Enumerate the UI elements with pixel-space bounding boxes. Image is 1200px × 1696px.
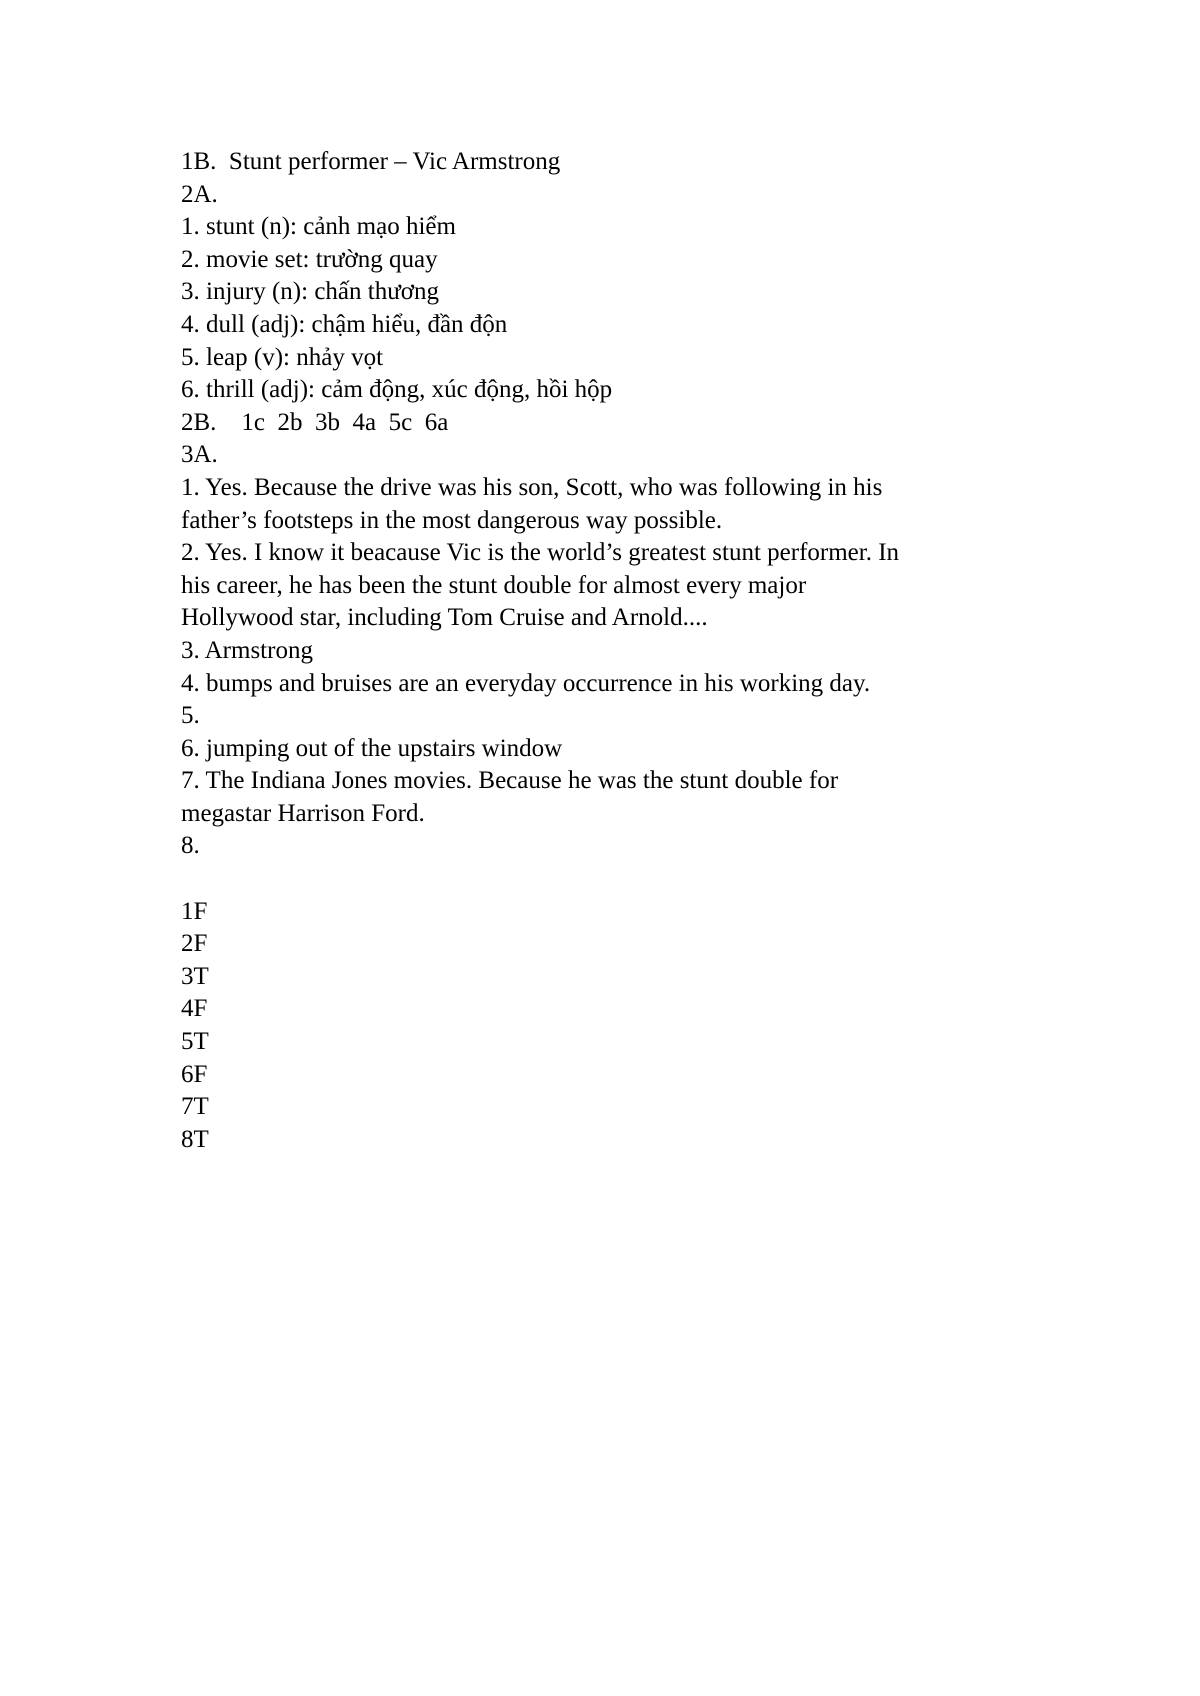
vocab-item: 6. thrill (adj): cảm động, xúc động, hồi hộp [181, 376, 613, 404]
answer-line: 8. [181, 832, 200, 860]
answer-line: father’s footsteps in the most dangerous way possible. [181, 506, 723, 534]
true-false-item: 2F [181, 930, 208, 958]
answer-line: megastar Harrison Ford. [181, 799, 425, 827]
answer-line: 1. Yes. Because the drive was his son, Scott, who was following in his [181, 473, 883, 501]
answer-line: 6. jumping out of the upstairs window [181, 734, 563, 762]
answer-line: 5. [181, 702, 200, 730]
blank-line [181, 863, 1041, 896]
true-false-item: 5T [181, 1028, 209, 1056]
vocab-item: 4. dull (adj): chậm hiểu, đần độn [181, 310, 508, 338]
true-false-item: 7T [181, 1093, 209, 1121]
answer-line: 3. Armstrong [181, 636, 313, 664]
answer-line: Hollywood star, including Tom Cruise and Arnold.... [181, 604, 708, 632]
vocab-item: 1. stunt (n): cảnh mạo hiểm [181, 213, 456, 241]
document-body [181, 146, 1041, 1156]
true-false-item: 3T [181, 962, 209, 990]
true-false-item: 6F [181, 1060, 208, 1088]
section-heading-3a: 3A. [181, 441, 218, 469]
true-false-item: 4F [181, 995, 208, 1023]
section-heading-2a: 2A. [181, 180, 218, 208]
answer-line: 2. Yes. I know it beacause Vic is the world’s greatest stunt performer. In [181, 539, 900, 567]
answer-line: his career, he has been the stunt double for almost every major [181, 571, 807, 599]
vocab-item: 5. leap (v): nhảy vọt [181, 343, 384, 371]
vocab-item: 3. injury (n): chấn thương [181, 278, 439, 306]
answer-line: 7. The Indiana Jones movies. Because he was the stunt double for [181, 767, 839, 795]
answer-line: 4. bumps and bruises are an everyday occurrence in his working day. [181, 669, 871, 697]
true-false-item: 8T [181, 1125, 209, 1153]
vocab-item: 2. movie set: trường quay [181, 245, 438, 273]
section-answers-2b: 2B. 1c 2b 3b 4a 5c 6a [181, 408, 449, 436]
section-title-1b: 1B. Stunt performer – Vic Armstrong [181, 148, 561, 175]
true-false-item: 1F [181, 897, 208, 925]
